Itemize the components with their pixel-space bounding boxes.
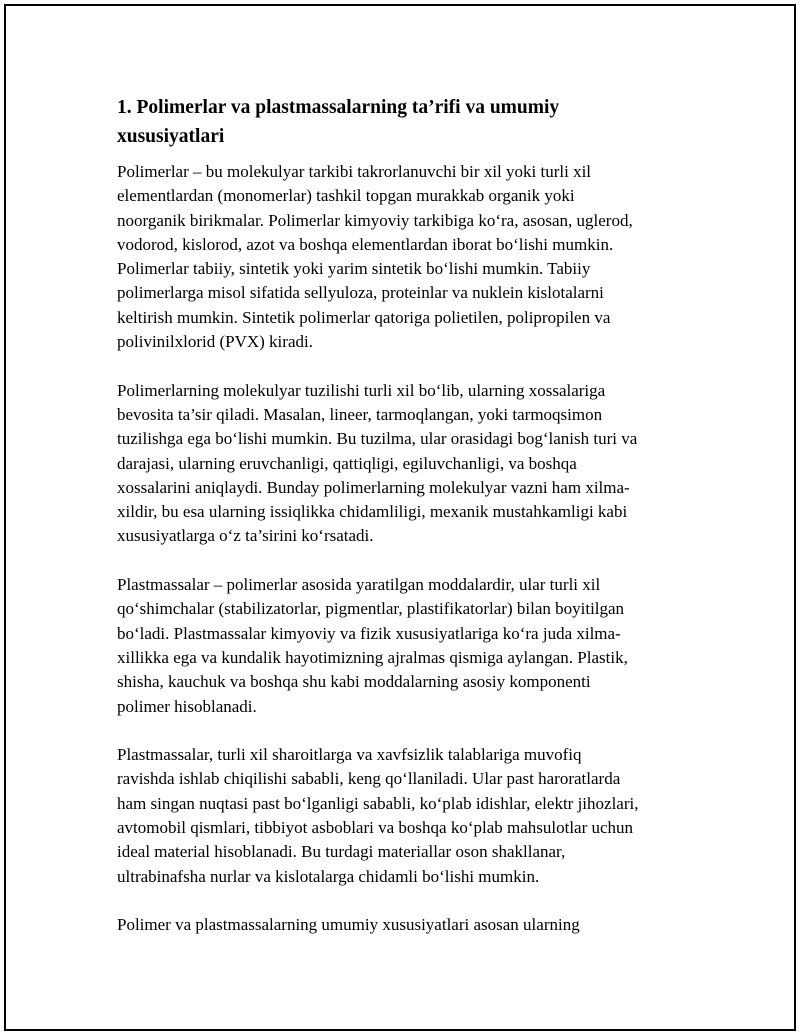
text-line: polimer hisoblanadi. xyxy=(117,696,257,716)
section-heading xyxy=(117,93,697,151)
text-line: noorganik birikmalar. Polimerlar kimyoviy tarkibiga ko‘ra, asosan, uglerod, xyxy=(117,210,633,230)
text-line: Polimer va plastmassalarning umumiy xususiyatlari asosan ularning xyxy=(117,915,580,935)
text-line: shisha, kauchuk va boshqa shu kabi moddalarning asosiy komponenti xyxy=(117,672,591,692)
text-line: tuzilishga ega bo‘lishi mumkin. Bu tuzilma, ular orasidagi bog‘lanish turi va xyxy=(117,429,638,449)
text-line: bevosita ta’sir qiladi. Masalan, lineer, tarmoqlangan, yoki tarmoqsimon xyxy=(117,404,603,424)
text-line: Polimerlarning molekulyar tuzilishi turli xil bo‘lib, ularning xossalariga xyxy=(117,380,606,400)
heading-line: 1. Polimerlar va plastmassalarning ta’rifi va umumiy xyxy=(117,97,560,118)
text-line: qo‘shimchalar (stabilizatorlar, pigmentlar, plastifikatorlar) bilan boyitilgan xyxy=(117,599,625,619)
text-line: polivinilxlorid (PVX) kiradi. xyxy=(117,332,313,352)
text-line: ham singan nuqtasi past bo‘lganligi sababli, ko‘plab idishlar, elektr jihozlari, xyxy=(117,793,639,813)
paragraph xyxy=(117,160,697,354)
text-line: Polimerlar – bu molekulyar tarkibi takrorlanuvchi bir xil yoki turli xil xyxy=(117,162,592,181)
text-line: ultrabinafsha nurlar va kislotalarga chidamli bo‘lishi mumkin. xyxy=(117,866,540,886)
text-line: bo‘ladi. Plastmassalar kimyoviy va fizik xususiyatlariga ko‘ra juda xilma- xyxy=(117,623,621,643)
text-line: elementlardan (monomerlar) tashkil topgan murakkab organik yoki xyxy=(117,186,575,206)
text-line: xildir, bu esa ularning issiqlikka chidamliligi, mexanik mustahkamligi kabi xyxy=(117,502,628,522)
text-line: Polimerlar tabiiy, sintetik yoki yarim sintetik bo‘lishi mumkin. Tabiiy xyxy=(117,259,591,279)
text-line: keltirish mumkin. Sintetik polimerlar qatoriga polietilen, polipropilen va xyxy=(117,307,611,327)
heading-line: xususiyatlari xyxy=(117,126,225,147)
text-line: vodorod, kislorod, azot va boshqa elementlardan iborat bo‘lishi mumkin. xyxy=(117,234,614,254)
text-line: ideal material hisoblanadi. Bu turdagi materiallar oson shakllanar, xyxy=(117,842,566,862)
text-line: xillikka ega va kundalik hayotimizning ajralmas qismiga aylangan. Plastik, xyxy=(117,647,628,667)
paragraph xyxy=(117,743,697,889)
paragraph xyxy=(117,573,697,719)
text-line: Plastmassalar – polimerlar asosida yaratilgan moddalardir, ular turli xil xyxy=(117,575,601,595)
text-line: xususiyatlarga o‘z ta’sirini ko‘rsatadi. xyxy=(117,526,374,546)
text-line: darajasi, ularning eruvchanligi, qattiqligi, egiluvchanligi, va boshqa xyxy=(117,453,577,473)
text-line: xossalarini aniqlaydi. Bunday polimerlarning molekulyar vazni ham xilma- xyxy=(117,477,630,497)
paragraph xyxy=(117,379,697,549)
text-line: ravishda ishlab chiqilishi sababli, keng qo‘llaniladi. Ular past haroratlarda xyxy=(117,769,621,789)
text-line: Plastmassalar, turli xil sharoitlarga va xavfsizlik talablariga muvofiq xyxy=(117,745,582,765)
text-line: avtomobil qismlari, tibbiyot asboblari va boshqa ko‘plab mahsulotlar uchun xyxy=(117,818,634,838)
document-body xyxy=(117,93,697,938)
text-line: polimerlarga misol sifatida sellyuloza, proteinlar va nuklein kislotalarni xyxy=(117,283,604,303)
paragraph xyxy=(117,913,697,937)
